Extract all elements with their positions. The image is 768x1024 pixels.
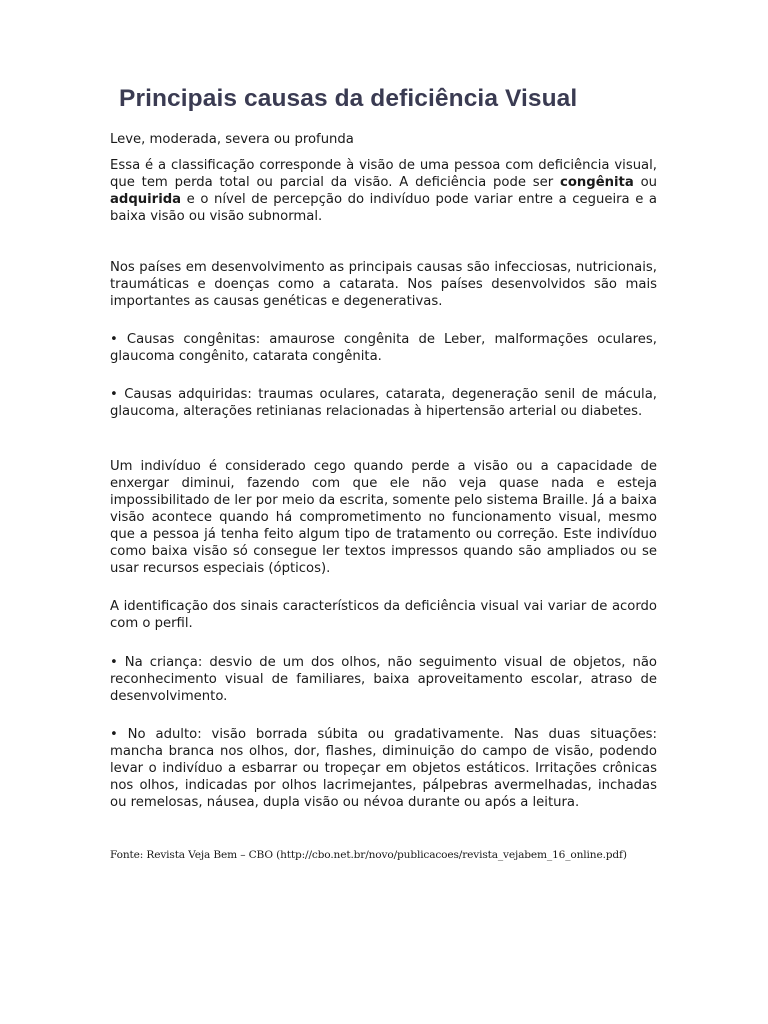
bullet-child-signs: • Na criança: desvio de um dos olhos, não seguimento visual de objetos, não reconhecimento visual de familiares, baixa aproveitamento escolar, atraso de desenvolvimento. [110,655,657,704]
paragraph-blindness-definition: Um indivíduo é considerado cego quando perde a visão ou a capacidade de enxergar diminui, fazendo com que ele não veja quase nada e esteja impossibilitado de ler por meio da escrita, somente pelo sistema Braille. Já a baixa visão acontece quando há comprometimento no funcionamento visual, mesmo que a pessoa já tenha feito algum tipo de tratamento ou correção. Este indivíduo como baixa visão só consegue ler textos impressos quando são ampliados ou se usar recursos especiais (ópticos). [110,459,657,576]
bullet-acquired-causes: • Causas adquiridas: traumas oculares, catarata, degeneração senil de mácula, glaucoma, alterações retinianas relacionadas à hipertensão arterial ou diabetes. [110,387,657,419]
paragraph-identification-signs: A identificação dos sinais característicos da deficiência visual vai variar de acordo com o perfil. [110,599,657,631]
bullet-congenital-causes: • Causas congênitas: amaurose congênita de Leber, malformações oculares, glaucoma congênito, catarata congênita. [110,332,657,364]
bullet-adult-signs: • No adulto: visão borrada súbita ou gradativamente. Nas duas situações: mancha branca nos olhos, dor, flashes, diminuição do campo de visão, podendo levar o indivíduo a esbarrar ou tropeçar em objetos estáticos. Irritações crônicas nos olhos, indicadas por olhos lacrimejantes, pálpebras avermelhadas, inchadas ou remelosas, náusea, dupla visão ou névoa durante ou após a leitura. [110,727,657,810]
paragraph-text: e o nível de percepção do indivíduo pode variar entre a cegueira e a baixa visão ou visão subnormal. [110,192,657,224]
bold-term-congenital: congênita [560,175,634,190]
page-title: Principais causas da deficiência Visual [119,85,578,112]
paragraph-text: Essa é a classificação corresponde à visão de uma pessoa com deficiência visual, que tem perda total ou parcial da visão. A deficiência pode ser [110,158,657,190]
bold-term-acquired: adquirida [110,192,182,207]
paragraph-classification [110,157,657,225]
paragraph-text: ou [633,175,657,190]
paragraph-causes-by-country: Nos países em desenvolvimento as principais causas são infecciosas, nutricionais, traumáticas e doenças como a catarata. Nos países desenvolvidos são mais importantes as causas genéticas e degenerativas. [110,260,657,309]
subtitle: Leve, moderada, severa ou profunda [110,132,354,147]
source-citation: Fonte: Revista Veja Bem – CBO (http://cbo.net.br/novo/publicacoes/revista_vejabem_16_online.pdf) [110,849,627,861]
